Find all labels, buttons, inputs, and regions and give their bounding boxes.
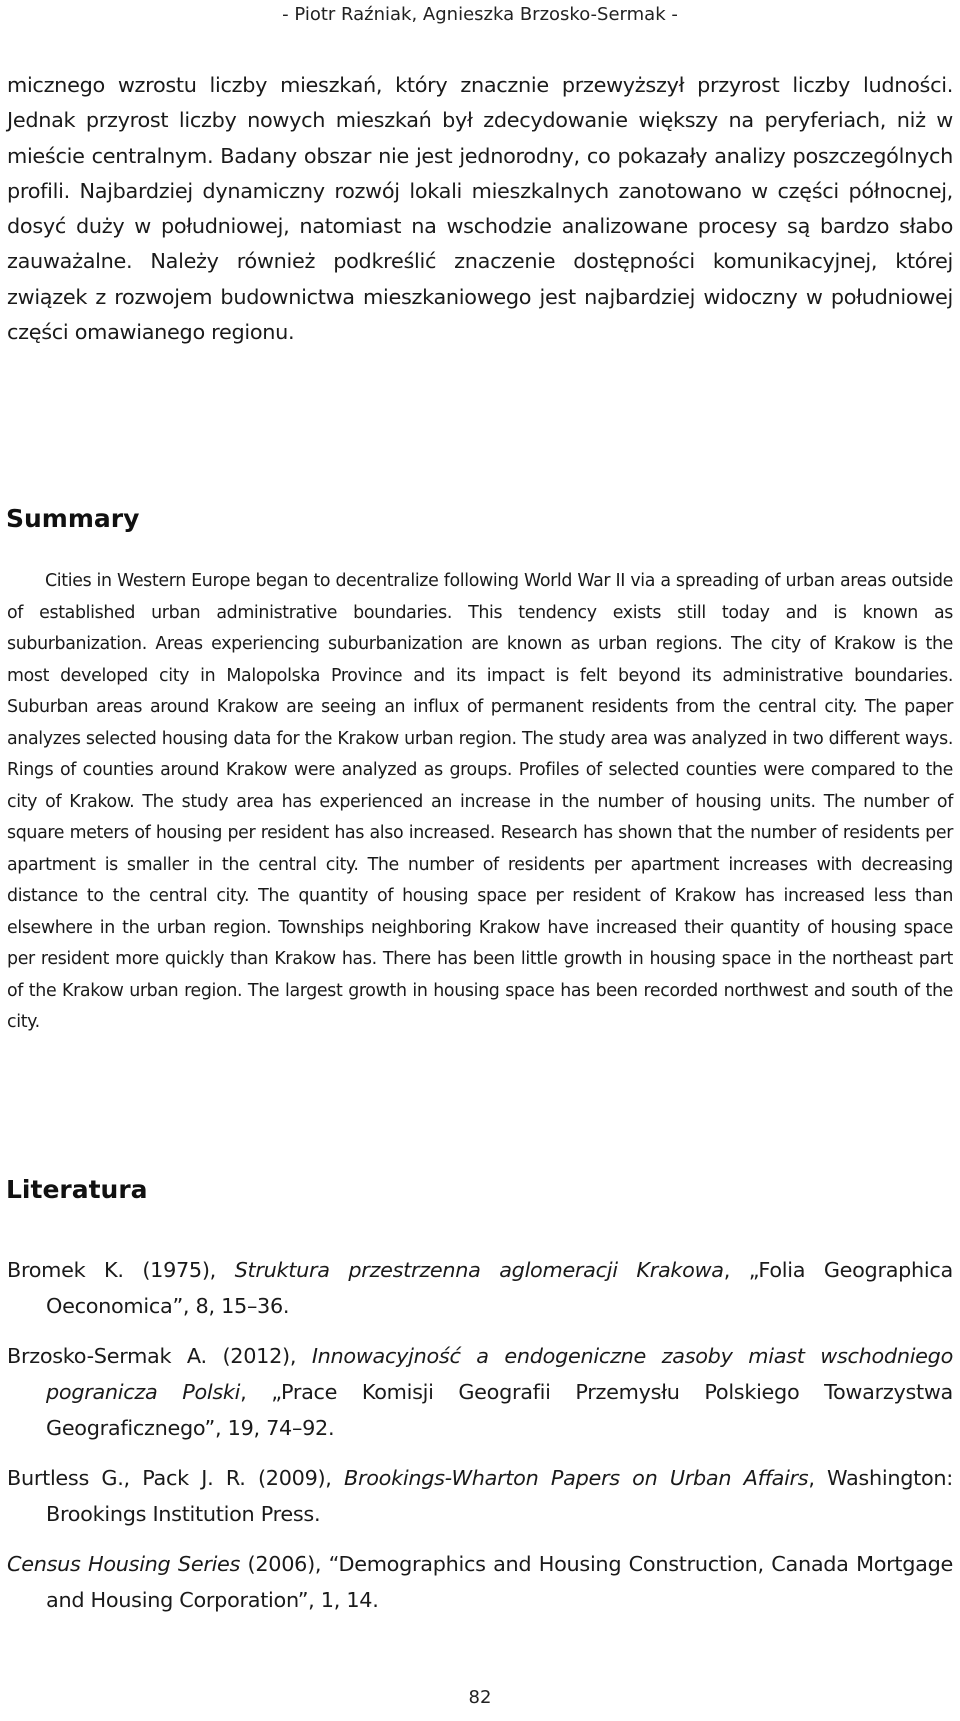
page-number: 82 <box>468 1687 492 1708</box>
body-paragraph: micznego wzrostu liczby mieszkań, który znacznie przewyższył przyrost liczby ludności. Jednak przyrost liczby nowych mieszkań był zdecydowanie większy na peryferiach, niż w mieście centralnym. Badany obszar nie jest jednorodny, co pokazały analizy poszczególnych profili. Najbardziej dynamiczny rozwój lokali mieszkalnych zanotowano w części północnej, dosyć duży w południowej, natomiast na wschodzie analizowane procesy są bardzo słabo zauważalne. Należy również podkreślić znaczenie dostępności komunikacyjnej, której związek z rozwojem budownictwa mieszkaniowego jest najbardziej widoczny w południowej części omawianego regionu. <box>7 73 953 345</box>
reference-item <box>7 1252 953 1324</box>
reference-title: Struktura przestrzenna aglomeracji Krakowa <box>234 1258 724 1282</box>
reference-tail: (2006), “Demographics and Housing Construction, Canada Mortgage and Housing Corporation”, 1, 14. <box>46 1552 953 1612</box>
reference-title: Innowacyjność a endogeniczne zasoby miast wschodniego pogranicza Polski <box>46 1344 953 1404</box>
reference-lead: Bromek K. (1975), <box>7 1258 235 1282</box>
reference-tail: , „Prace Komisji Geografii Przemysłu Polskiego Towarzystwa Geograficznego”, 19, 74–92. <box>46 1380 953 1440</box>
running-head: - Piotr Raźniak, Agnieszka Brzosko-Sermak - <box>282 4 678 25</box>
reference-list <box>7 1252 953 1632</box>
reference-tail: , „Folia Geographica Oeconomica”, 8, 15–36. <box>46 1258 953 1318</box>
reference-lead: Brzosko-Sermak A. (2012), <box>7 1344 312 1368</box>
reference-lead: Burtless G., Pack J. R. (2009), <box>7 1466 345 1490</box>
summary-heading: Summary <box>6 504 140 533</box>
reference-title: Census Housing Series <box>7 1552 241 1576</box>
reference-title: Brookings-Wharton Papers on Urban Affairs <box>344 1466 809 1490</box>
reference-item <box>7 1338 953 1446</box>
reference-item <box>7 1546 953 1618</box>
summary-paragraph: Cities in Western Europe began to decentralize following World War II via a spreading of urban areas outside of established urban administrative boundaries. This tendency exists still today and is known as suburbanization. Areas experiencing suburbanization are known as urban regions. The city of Krakow is the most developed city in Malopolska Province and its impact is felt beyond its administrative boundaries. Suburban areas around Krakow are seeing an influx of permanent residents from the central city. The paper analyzes selected housing data for the Krakow urban region. The study area was analyzed in two different ways. Rings of counties around Krakow were analyzed as groups. Profiles of selected counties were compared to the city of Krakow. The study area has experienced an increase in the number of housing units. The number of square meters of housing per resident has also increased. Research has shown that the number of residents per apartment is smaller in the central city. The number of residents per apartment increases with decreasing distance to the central city. The quantity of housing space per resident of Krakow has increased less than elsewhere in the urban region. Townships neighboring Krakow have increased their quantity of housing space per resident more quickly than Krakow has. There has been little growth in housing space in the northeast part of the Krakow urban region. The largest growth in housing space has been recorded northwest and south of the city. <box>7 571 953 1032</box>
literature-heading: Literatura <box>6 1175 148 1204</box>
reference-item <box>7 1460 953 1532</box>
reference-tail: , Washington: Brookings Institution Press. <box>46 1466 953 1526</box>
